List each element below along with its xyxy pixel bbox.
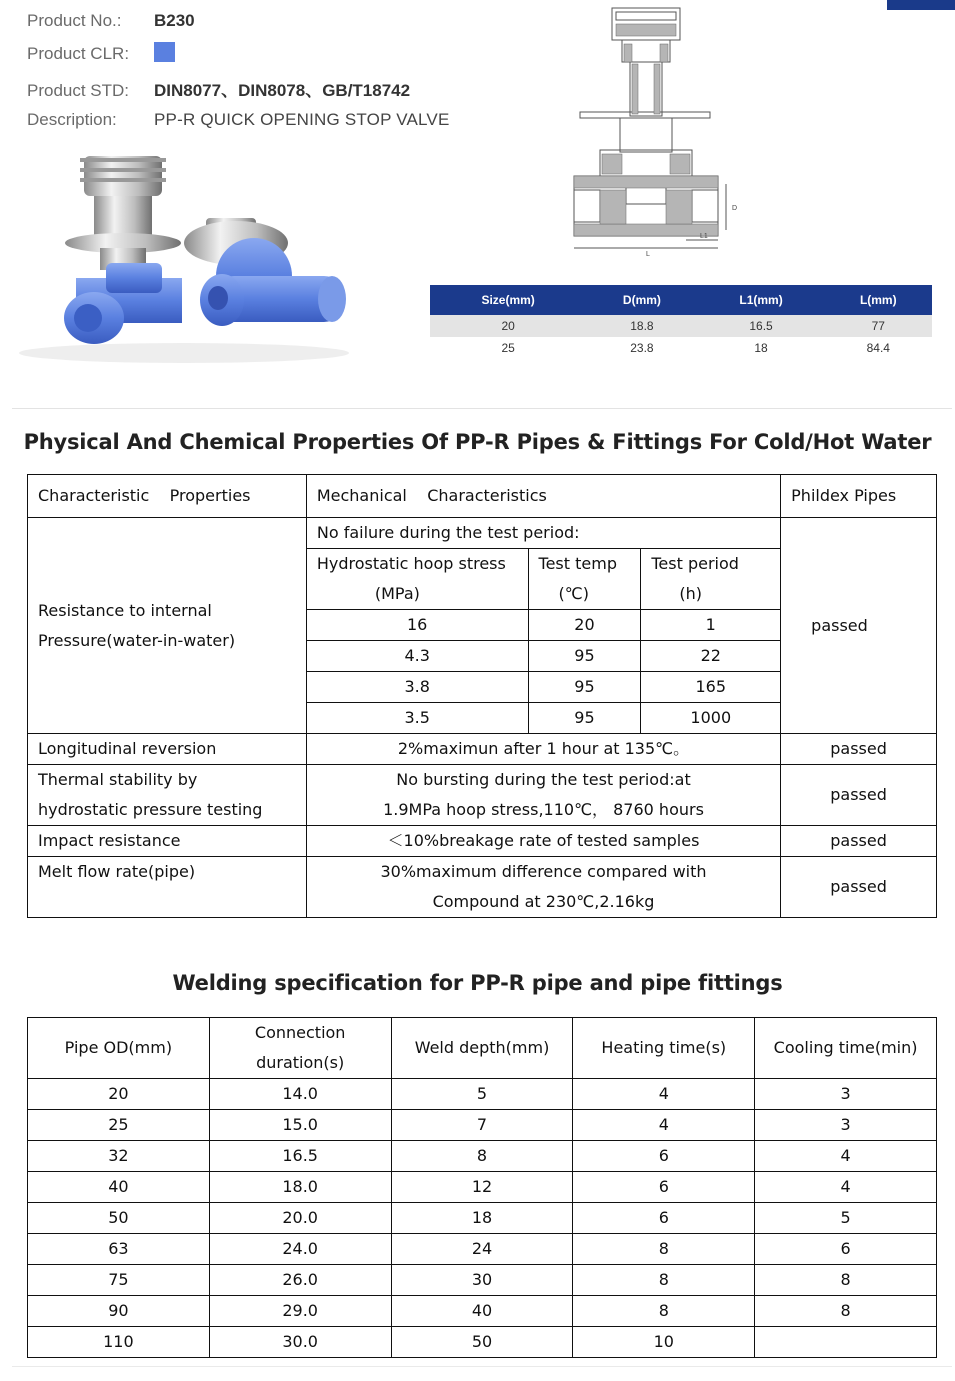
- diagram-label-l1: L1: [700, 233, 708, 240]
- table-row: [28, 765, 937, 826]
- table-cell: 18.0: [209, 1172, 391, 1203]
- thermal-desc-line1: No bursting during the test period:at: [396, 770, 691, 789]
- table-cell: 75: [28, 1265, 210, 1296]
- table-cell: 84.4: [866, 341, 890, 355]
- table-cell: 95: [528, 641, 641, 672]
- longitudinal-result: passed: [781, 734, 937, 765]
- sub-header-stress-line2: (MPa): [374, 584, 420, 603]
- size-header-cell: Size(mm): [430, 285, 586, 315]
- table-cell: 22: [641, 641, 781, 672]
- header-weld-depth: Weld depth(mm): [391, 1018, 573, 1079]
- table-row: [28, 857, 937, 918]
- table-row: [28, 1203, 937, 1234]
- table-cell: 25: [28, 1110, 210, 1141]
- thermal-label: [28, 765, 307, 826]
- size-header-cell: D(mm): [586, 285, 697, 315]
- table-cell: 32: [28, 1141, 210, 1172]
- table-cell: 6: [573, 1141, 755, 1172]
- table-cell: 3: [755, 1110, 937, 1141]
- diagram-label-d: D: [732, 205, 738, 212]
- table-cell: 8: [391, 1141, 573, 1172]
- size-header-cell: L1(mm): [698, 285, 825, 315]
- table-cell: 16.5: [698, 315, 825, 337]
- welding-table: [27, 1017, 937, 1358]
- table-cell: 77: [825, 315, 932, 337]
- size-table-header: [430, 285, 932, 315]
- header-connection-line2: duration(s): [256, 1053, 345, 1072]
- table-cell: 20: [430, 315, 586, 337]
- table-cell: 12: [391, 1172, 573, 1203]
- table-cell: 3.8: [306, 672, 528, 703]
- table-cell: 95: [528, 703, 641, 734]
- product-clr-row: [27, 42, 175, 64]
- table-cell: 18: [391, 1203, 573, 1234]
- table-cell: 50: [391, 1327, 573, 1358]
- pressure-label-line1: Resistance to internal: [38, 600, 212, 620]
- table-row: [28, 1079, 937, 1110]
- table-cell: 30.0: [209, 1327, 391, 1358]
- header-mechanical: Mechanical Characteristics: [306, 475, 780, 518]
- product-no-label: Product No.:: [27, 11, 122, 30]
- table-cell: 10: [573, 1327, 755, 1358]
- thermal-desc-line2: 1.9MPa hoop stress,110℃， 8760 hours: [383, 800, 704, 819]
- header-connection: [209, 1018, 391, 1079]
- melt-desc-line1: 30%maximum difference compared with: [380, 862, 707, 881]
- valve-section-diagram: [560, 4, 740, 258]
- size-header-cell: L(mm): [825, 285, 932, 315]
- color-swatch: [154, 42, 175, 62]
- header-characteristic: Characteristic Properties: [28, 475, 307, 518]
- header-phildex: Phildex Pipes: [781, 475, 937, 518]
- table-cell: 40: [391, 1296, 573, 1327]
- table-cell: 20: [528, 610, 641, 641]
- table-cell: 4: [755, 1141, 937, 1172]
- table-row: [430, 337, 932, 359]
- properties-title: Physical And Chemical Properties Of PP-R Pipes & Fittings For Cold/Hot Water: [23, 430, 932, 454]
- table-cell: 1: [641, 610, 781, 641]
- product-desc-label: Description:: [27, 110, 117, 129]
- table-cell: 110: [28, 1327, 210, 1358]
- header-connection-line1: Connection: [254, 1023, 346, 1042]
- table-cell: 40: [28, 1172, 210, 1203]
- melt-result: passed: [781, 857, 937, 918]
- table-row: [28, 518, 937, 549]
- table-cell: 8: [573, 1265, 755, 1296]
- product-no-row: [27, 11, 195, 31]
- product-std-value: DIN8077、DIN8078、GB/T18742: [154, 81, 411, 100]
- table-cell: 24: [391, 1234, 573, 1265]
- table-cell: 6: [755, 1234, 937, 1265]
- header-heating: Heating time(s): [573, 1018, 755, 1079]
- corner-tab: [887, 0, 955, 10]
- table-cell: 5: [391, 1079, 573, 1110]
- table-cell: 3: [755, 1079, 937, 1110]
- pressure-result: passed: [781, 518, 937, 734]
- sub-header-period: [641, 549, 781, 610]
- table-cell: 24.0: [209, 1234, 391, 1265]
- table-cell: 7: [391, 1110, 573, 1141]
- impact-label: Impact resistance: [28, 826, 307, 857]
- longitudinal-desc: 2%maximun after 1 hour at 135℃。: [306, 734, 780, 765]
- table-cell: [755, 1327, 937, 1358]
- table-cell: 23.8: [630, 341, 654, 355]
- table-cell: 95: [528, 672, 641, 703]
- table-row: [28, 1327, 937, 1358]
- table-cell: 6: [573, 1203, 755, 1234]
- impact-desc: ＜10%breakage rate of tested samples: [306, 826, 780, 857]
- welding-title: Welding specification for PP-R pipe and pipe fittings: [172, 971, 783, 995]
- table-cell: 50: [28, 1203, 210, 1234]
- size-table: [430, 285, 932, 359]
- table-cell: 63: [28, 1234, 210, 1265]
- table-cell: 25: [501, 341, 515, 355]
- table-row: [28, 1172, 937, 1203]
- table-row: [28, 1296, 937, 1327]
- table-cell: 6: [573, 1172, 755, 1203]
- table-cell: 8: [755, 1296, 937, 1327]
- table-cell: 30: [391, 1265, 573, 1296]
- table-cell: 26.0: [209, 1265, 391, 1296]
- melt-label: Melt flow rate(pipe): [28, 857, 307, 918]
- table-cell: 3.5: [306, 703, 528, 734]
- table-row: [28, 1141, 937, 1172]
- pressure-label: [28, 518, 307, 734]
- table-cell: 16.5: [209, 1141, 391, 1172]
- table-cell: 20.0: [209, 1203, 391, 1234]
- product-desc-row: [27, 110, 450, 130]
- welding-header-row: [28, 1018, 937, 1079]
- properties-table: [27, 474, 937, 918]
- sub-header-stress: [306, 549, 528, 610]
- table-cell: 18: [754, 341, 768, 355]
- thermal-result: passed: [781, 765, 937, 826]
- sub-header-period-line1: Test period: [651, 554, 739, 573]
- table-cell: 4: [573, 1110, 755, 1141]
- table-cell: 165: [641, 672, 781, 703]
- thermal-label-line2: hydrostatic pressure testing: [38, 800, 263, 819]
- pressure-label-line2: Pressure(water-in-water): [38, 630, 236, 650]
- table-cell: 8: [755, 1265, 937, 1296]
- diagram-label-l: L: [646, 251, 650, 258]
- table-cell: 18.8: [586, 315, 697, 337]
- properties-header-row: [28, 475, 937, 518]
- thermal-label-line1: Thermal stability by: [38, 770, 198, 789]
- table-cell: 4: [755, 1172, 937, 1203]
- product-std-label: Product STD:: [27, 81, 130, 100]
- sub-header-period-line2: (h): [679, 584, 702, 603]
- product-std-row: [27, 76, 410, 101]
- product-photo: [14, 148, 354, 370]
- table-cell: 4: [573, 1079, 755, 1110]
- table-cell: 4.3: [306, 641, 528, 672]
- table-cell: 16: [306, 610, 528, 641]
- pressure-note: No failure during the test period:: [306, 518, 780, 549]
- header-cooling: Cooling time(min): [755, 1018, 937, 1079]
- sub-header-temp: [528, 549, 641, 610]
- table-row: [28, 1110, 937, 1141]
- table-cell: 29.0: [209, 1296, 391, 1327]
- longitudinal-label: Longitudinal reversion: [28, 734, 307, 765]
- table-cell: 8: [573, 1296, 755, 1327]
- table-cell: 20: [28, 1079, 210, 1110]
- section-divider: [12, 408, 952, 409]
- table-row: [28, 826, 937, 857]
- product-desc-value: PP-R QUICK OPENING STOP VALVE: [154, 110, 450, 129]
- table-row: [28, 1265, 937, 1296]
- table-cell: 14.0: [209, 1079, 391, 1110]
- table-cell: 15.0: [209, 1110, 391, 1141]
- sub-header-stress-line1: Hydrostatic hoop stress: [316, 554, 506, 573]
- product-clr-label: Product CLR:: [27, 44, 130, 63]
- melt-desc: [306, 857, 780, 918]
- table-cell: 5: [755, 1203, 937, 1234]
- bottom-divider: [12, 1366, 952, 1367]
- thermal-desc: [306, 765, 780, 826]
- table-cell: 1000: [641, 703, 781, 734]
- table-row: [430, 315, 932, 337]
- melt-desc-line2: Compound at 230℃,2.16kg: [432, 892, 655, 911]
- sub-header-temp-line2: (℃): [558, 584, 589, 603]
- header-pipe-od: Pipe OD(mm): [28, 1018, 210, 1079]
- table-row: [28, 734, 937, 765]
- sub-header-temp-line1: Test temp: [538, 554, 617, 573]
- impact-result: passed: [781, 826, 937, 857]
- product-no-value: B230: [154, 11, 195, 30]
- table-cell: 90: [28, 1296, 210, 1327]
- table-row: [28, 1234, 937, 1265]
- table-cell: 8: [573, 1234, 755, 1265]
